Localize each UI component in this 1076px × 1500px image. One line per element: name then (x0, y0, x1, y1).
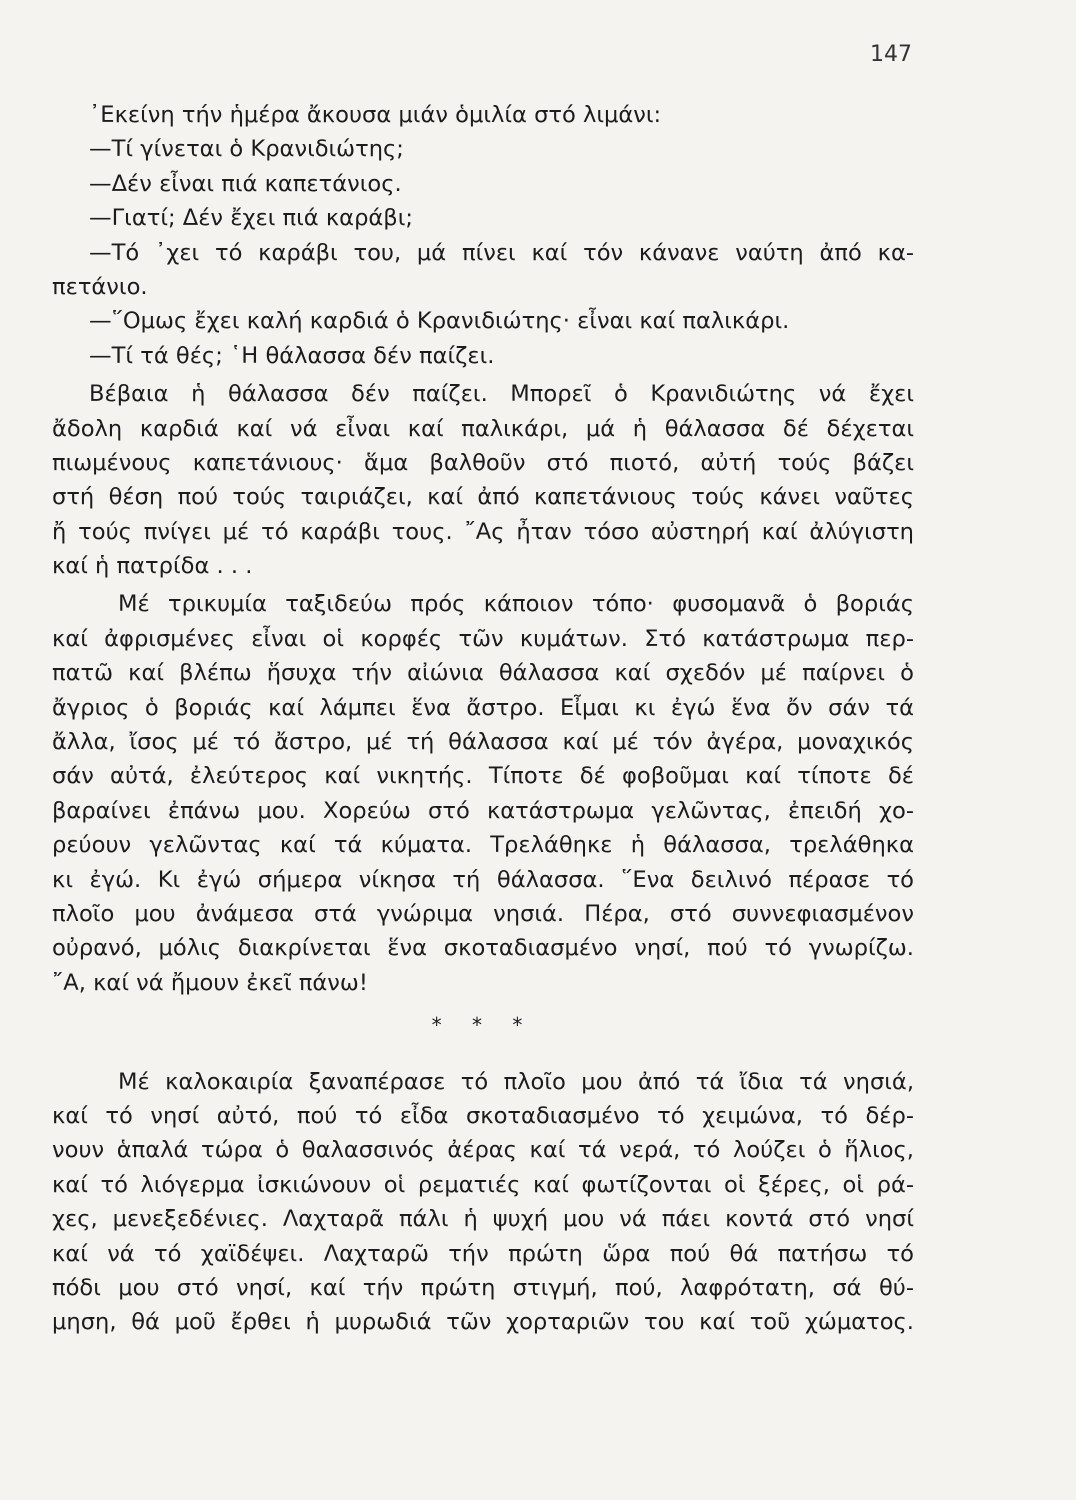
page-number: 147 (870, 42, 912, 67)
paragraph-line: καί τό νησί αὐτό, πού τό εἶδα σκοταδιασμένο τό χειμώνα, τό δέρ- (52, 1102, 914, 1129)
paragraph-line: καί τό λιόγερμα ἰσκιώνουν οἱ ρεματιές καί φωτίζονται οἱ ξέρες, οἱ ρά- (52, 1171, 914, 1198)
dialogue-line: —Δέν εἶναι πιά καπετάνιος. (89, 170, 402, 197)
dialogue-line: πετάνιο. (52, 273, 148, 300)
dialogue-line: —῞Ομως ἔχει καλή καρδιά ὁ Κρανιδιώτης· εἶναι καί παλικάρι. (89, 308, 790, 335)
paragraph-line: Μέ τρικυμία ταξιδεύω πρός κάποιον τόπο· φυσομανᾶ ὁ βοριάς (118, 591, 914, 618)
paragraph-line: πόδι μου στό νησί, καί τήν πρώτη στιγμή, πού, λαφρότατη, σά θύ- (52, 1274, 914, 1301)
paragraph-line: πιωμένους καπετάνιους· ἅμα βαλθοῦν στό πιοτό, αὐτή τούς βάζει (52, 449, 914, 476)
paragraph-line: ρεύουν γελῶντας καί τά κύματα. Τρελάθηκε ἡ θάλασσα, τρελάθηκα (52, 832, 914, 859)
dialogue-line: —Τί γίνεται ὁ Κρανιδιώτης; (89, 136, 404, 163)
paragraph-line: κι ἐγώ. Κι ἐγώ σήμερα νίκησα τή θάλασσα. ῞Ενα δειλινό πέρασε τό (52, 866, 914, 893)
paragraph-line: καί ἡ πατρίδα . . . (52, 553, 253, 580)
dialogue-line: —Τί τά θές; ῾Η θάλασσα δέν παίζει. (89, 342, 495, 369)
paragraph-line: πλοῖο μου ἀνάμεσα στά γνώριμα νησιά. Πέρα, στό συννεφιασμένον (52, 900, 914, 927)
paragraph-line: ῎Α, καί νά ἤμουν ἐκεῖ πάνω! (52, 969, 368, 996)
paragraph-line: ἄδολη καρδιά καί νά εἶναι καί παλικάρι, μά ἡ θάλασσα δέ δέχεται (52, 415, 914, 442)
section-separator: * * * (431, 1013, 535, 1038)
dialogue-line: —Γιατί; Δέν ἔχει πιά καράβι; (89, 205, 413, 232)
paragraph-line: σάν αὐτά, ἐλεύτερος καί νικητής. Τίποτε δέ φοβοῦμαι καί τίποτε δέ (52, 763, 914, 790)
dialogue-line: —Τό ᾿χει τό καράβι του, μά πίνει καί τόν κάνανε ναύτη ἀπό κα- (89, 239, 914, 266)
paragraph-line: βαραίνει ἐπάνω μου. Χορεύω στό κατάστρωμα γελῶντας, ἐπειδή χο- (52, 797, 914, 824)
paragraph-line: μηση, θά μοῦ ἔρθει ἡ μυρωδιά τῶν χορταριῶν του καί τοῦ χώματος. (52, 1309, 914, 1336)
body-text (52, 98, 914, 1340)
paragraph-line: ἄλλα, ἴσος μέ τό ἄστρο, μέ τή θάλασσα καί μέ τόν ἀγέρα, μοναχικός (52, 729, 914, 756)
paragraph-line: πατῶ καί βλέπω ἥσυχα τήν αἰώνια θάλασσα καί σχεδόν μέ παίρνει ὁ (52, 660, 914, 687)
dialogue-line: ᾿Εκείνη τήν ἡμέρα ἄκουσα μιάν ὁμιλία στό λιμάνι: (89, 102, 662, 128)
paragraph-line: στή θέση πού τούς ταιριάζει, καί ἀπό καπετάνιους τούς κάνει ναῦτες (52, 484, 914, 511)
paragraph-line: νουν ἁπαλά τώρα ὁ θαλασσινός ἀέρας καί τά νερά, τό λούζει ὁ ἥλιος, (52, 1137, 914, 1164)
paragraph-line: καί νά τό χαϊδέψει. Λαχταρῶ τήν πρώτη ὥρα πού θά πατήσω τό (52, 1240, 914, 1267)
paragraph-line: Βέβαια ἡ θάλασσα δέν παίζει. Μπορεῖ ὁ Κρανιδιώτης νά ἔχει (89, 381, 914, 408)
paragraph-line: ἤ τούς πνίγει μέ τό καράβι τους. ῎Ας ἦταν τόσο αὐστηρή καί ἀλύγιστη (52, 518, 914, 545)
paragraph-line: οὐρανό, μόλις διακρίνεται ἕνα σκοταδιασμένο νησί, πού τό γνωρίζω. (52, 935, 914, 962)
paragraph-line: χες, μενεξεδένιες. Λαχταρᾶ πάλι ἡ ψυχή μου νά πάει κοντά στό νησί (52, 1206, 914, 1233)
paragraph-line: ἄγριος ὁ βοριάς καί λάμπει ἕνα ἄστρο. Εἶμαι κι ἐγώ ἕνα ὄν σάν τά (52, 694, 914, 721)
paragraph-line: Μέ καλοκαιρία ξαναπέρασε τό πλοῖο μου ἀπό τά ἴδια τά νησιά, (118, 1068, 914, 1095)
paragraph-line: καί ἀφρισμένες εἶναι οἱ κορφές τῶν κυμάτων. Στό κατάστρωμα περ- (52, 625, 914, 652)
